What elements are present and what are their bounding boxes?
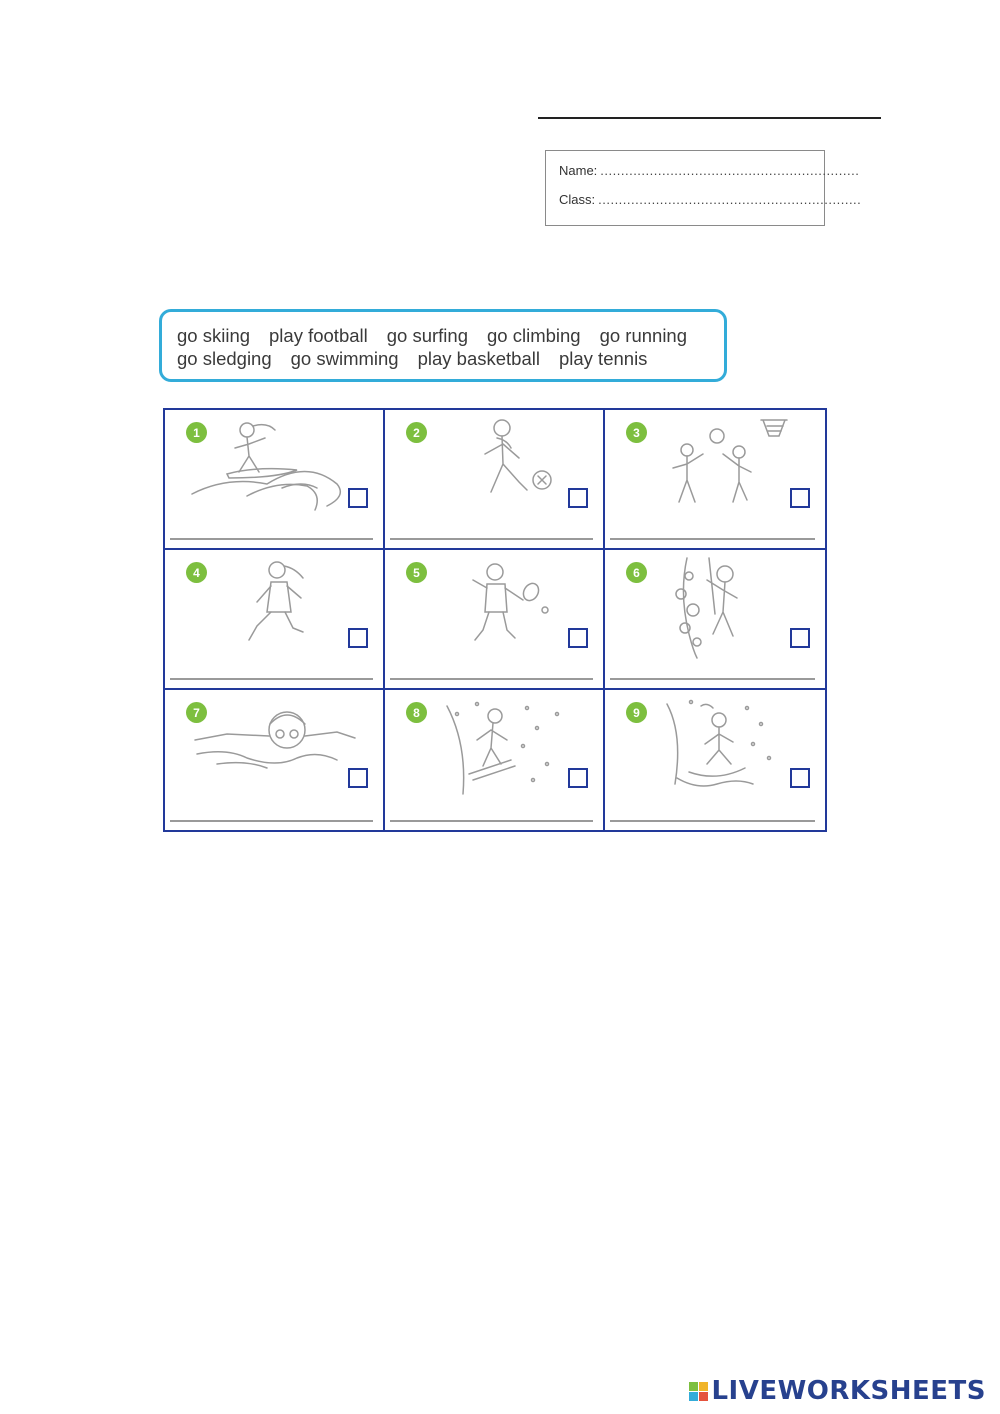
- item-number-badge: 4: [186, 562, 207, 583]
- class-label: Class:: [559, 192, 596, 207]
- word-bank-item: play basketball: [417, 348, 540, 369]
- climbing-picture: [627, 554, 802, 662]
- answer-line[interactable]: [610, 820, 815, 822]
- answer-checkbox[interactable]: [790, 488, 810, 508]
- running-picture: [187, 554, 362, 662]
- activity-cell-2: [385, 410, 605, 550]
- item-number-badge: 3: [626, 422, 647, 443]
- word-bank-row-2: [177, 347, 724, 370]
- item-number-badge: 2: [406, 422, 427, 443]
- name-class-box: [545, 150, 862, 226]
- liveworksheets-logo-icon: [689, 1382, 708, 1401]
- name-label: Name:: [559, 163, 598, 178]
- activity-cell-1: [165, 410, 385, 550]
- word-bank-item: go sledging: [177, 348, 272, 369]
- answer-checkbox[interactable]: [348, 768, 368, 788]
- answer-line[interactable]: [390, 678, 593, 680]
- activity-cell-4: [165, 550, 385, 690]
- name-dots: ...............................................................: [600, 163, 860, 178]
- swimming-picture: [187, 694, 362, 802]
- surfing-picture: [187, 414, 362, 522]
- answer-line[interactable]: [170, 820, 373, 822]
- sledging-picture: [627, 694, 802, 802]
- activity-cell-5: [385, 550, 605, 690]
- answer-line[interactable]: [610, 538, 815, 540]
- logo-text: LIVEWORKSHEETS: [711, 1376, 986, 1406]
- answer-checkbox[interactable]: [568, 628, 588, 648]
- item-number-badge: 9: [626, 702, 647, 723]
- activity-cell-8: [385, 690, 605, 830]
- name-row[interactable]: [559, 163, 860, 192]
- answer-line[interactable]: [390, 538, 593, 540]
- answer-checkbox[interactable]: [568, 488, 588, 508]
- activity-cell-7: [165, 690, 385, 830]
- class-dots: ................................................................: [598, 192, 862, 207]
- answer-checkbox[interactable]: [790, 628, 810, 648]
- word-bank: [159, 309, 727, 382]
- skiing-picture: [407, 694, 582, 802]
- word-bank-item: go surfing: [386, 325, 468, 346]
- activity-cell-3: [605, 410, 825, 550]
- answer-line[interactable]: [170, 678, 373, 680]
- answer-checkbox[interactable]: [790, 768, 810, 788]
- word-bank-item: go running: [599, 325, 688, 346]
- word-bank-item: go skiing: [177, 325, 251, 346]
- answer-checkbox[interactable]: [348, 488, 368, 508]
- activity-cell-9: [605, 690, 825, 830]
- word-bank-item: go climbing: [487, 325, 581, 346]
- word-bank-item: go swimming: [290, 348, 399, 369]
- football-picture: [407, 414, 582, 522]
- item-number-badge: 8: [406, 702, 427, 723]
- tennis-picture: [407, 554, 582, 662]
- answer-checkbox[interactable]: [348, 628, 368, 648]
- item-number-badge: 6: [626, 562, 647, 583]
- class-row[interactable]: [559, 192, 862, 221]
- word-bank-item: play football: [269, 325, 368, 346]
- word-bank-row-1: [177, 324, 724, 347]
- basketball-picture: [627, 414, 802, 522]
- liveworksheets-logo: [689, 1376, 986, 1406]
- item-number-badge: 7: [186, 702, 207, 723]
- answer-line[interactable]: [610, 678, 815, 680]
- activity-cell-6: [605, 550, 825, 690]
- title-rule: [538, 117, 881, 119]
- word-bank-item: play tennis: [558, 348, 648, 369]
- answer-checkbox[interactable]: [568, 768, 588, 788]
- answer-line[interactable]: [390, 820, 593, 822]
- answer-line[interactable]: [170, 538, 373, 540]
- item-number-badge: 1: [186, 422, 207, 443]
- item-number-badge: 5: [406, 562, 427, 583]
- activity-grid: [163, 408, 827, 832]
